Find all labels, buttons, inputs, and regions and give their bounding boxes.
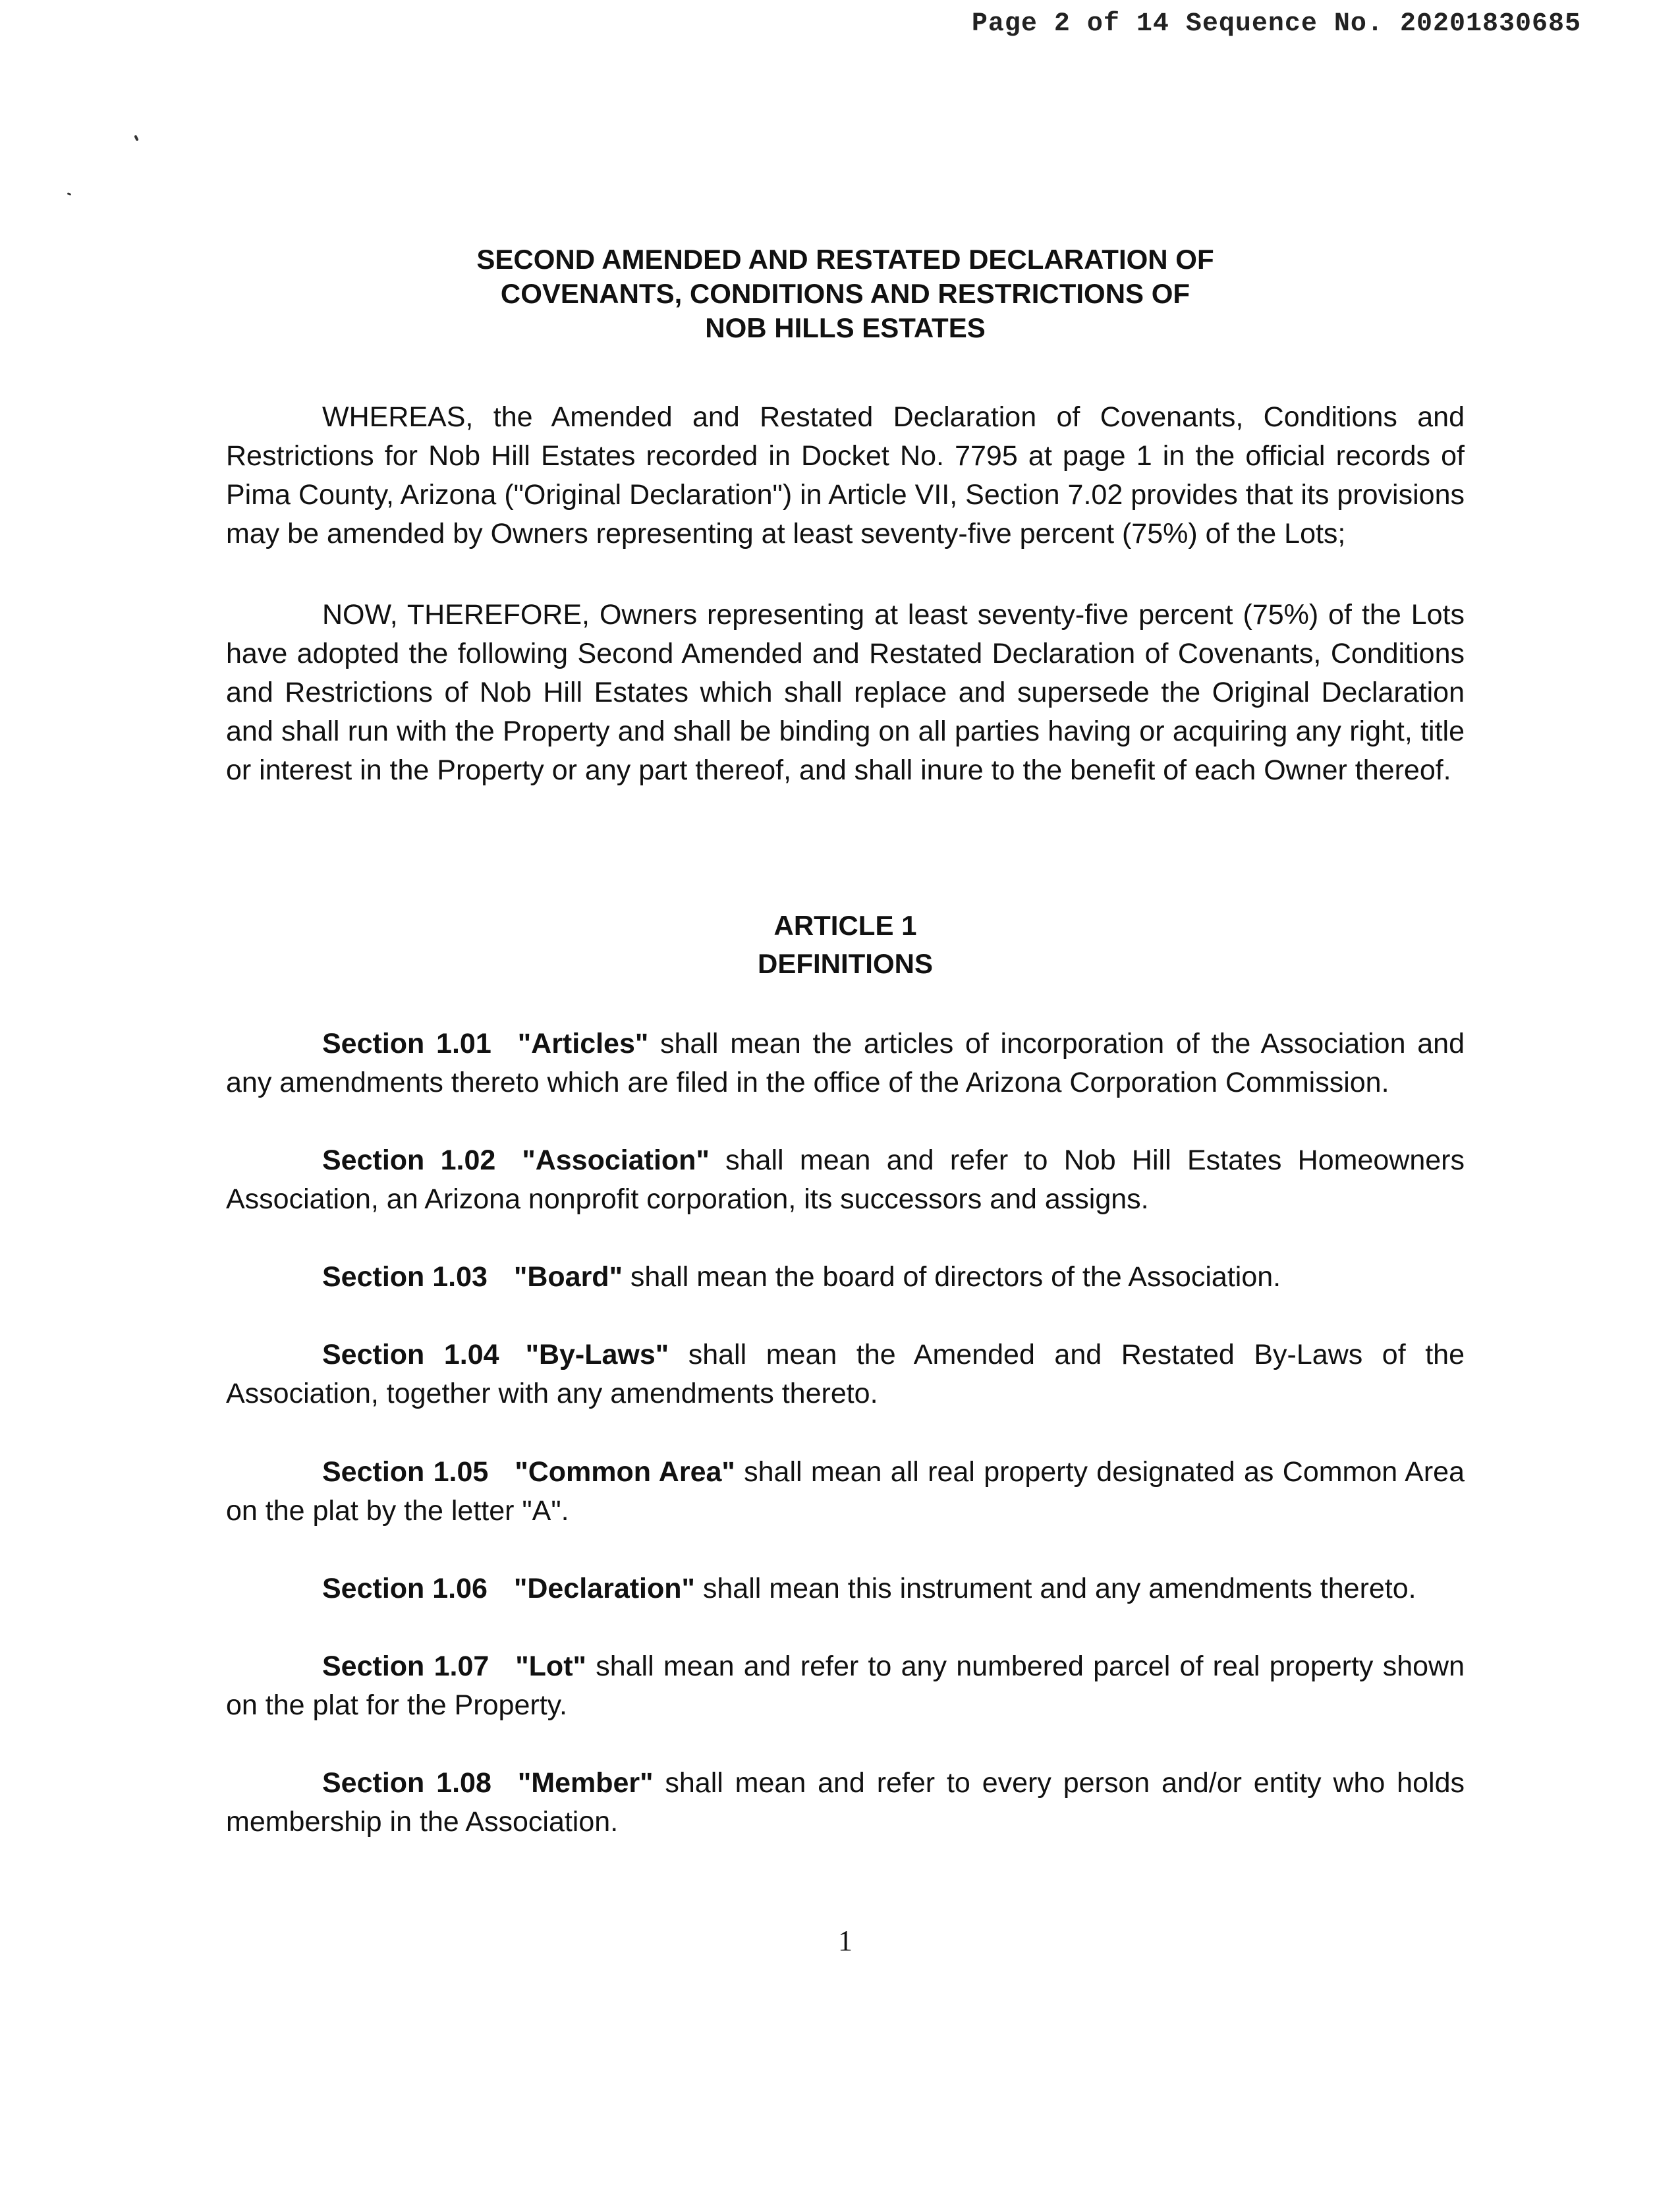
title-line-2: COVENANTS, CONDITIONS AND RESTRICTIONS OF [500, 278, 1190, 309]
section-number: Section 1.07 [322, 1650, 490, 1682]
section-1-06 [226, 1569, 1465, 1608]
defined-term: "Articles" [517, 1028, 649, 1059]
scan-speck [67, 192, 72, 196]
section-number: Section 1.08 [322, 1767, 491, 1799]
article-title: DEFINITIONS [757, 948, 933, 979]
section-1-07 [226, 1647, 1465, 1725]
article-number: ARTICLE 1 [773, 910, 917, 941]
defined-term: "By-Laws" [525, 1339, 669, 1370]
document-title [226, 242, 1465, 345]
section-number: Section 1.04 [322, 1339, 499, 1370]
section-1-01 [226, 1025, 1465, 1102]
section-number: Section 1.06 [322, 1573, 488, 1604]
section-1-08 [226, 1764, 1465, 1842]
defined-term: "Member" [517, 1767, 654, 1799]
scan-speck [134, 135, 138, 142]
section-text: shall mean and refer to every person and/or entity who holds membership in the Association. [226, 1767, 1465, 1838]
defined-term: "Association" [522, 1144, 710, 1176]
defined-term: "Lot" [515, 1650, 586, 1682]
title-line-3: NOB HILLS ESTATES [705, 312, 986, 343]
section-number: Section 1.05 [322, 1456, 489, 1488]
section-1-03 [226, 1258, 1465, 1297]
section-text: shall mean this instrument and any amendments thereto. [694, 1573, 1416, 1604]
recording-page-stamp: Page 2 of 14 Sequence No. 20201830685 [971, 9, 1581, 39]
section-text: shall mean the board of directors of the Association. [622, 1261, 1281, 1293]
defined-term: "Declaration" [513, 1573, 695, 1604]
whereas-paragraph: WHEREAS, the Amended and Restated Declaration of Covenants, Conditions and Restrictions for Nob Hill Estates recorded in Docket No. 7795 at page 1 in the official records of Pima County, Arizona ("Original Declaration") in Article VII, Section 7.02 provides that its provisions may be amended by Owners representing at least seventy-five percent (75%) of the Lots; [226, 401, 1465, 550]
section-text: shall mean and refer to any numbered parcel of real property shown on the plat for the Property. [226, 1650, 1465, 1721]
section-text: shall mean the Amended and Restated By-Laws of the Association, together with any amendments thereto. [226, 1339, 1465, 1409]
defined-term: "Common Area" [515, 1456, 735, 1488]
page-number: 1 [838, 1925, 853, 1957]
section-1-04 [226, 1336, 1465, 1413]
article-heading [226, 907, 1465, 983]
now-therefore-paragraph: NOW, THEREFORE, Owners representing at least seventy-five percent (75%) of the Lots have adopted the following Second Amended and Restated Declaration of Covenants, Conditions and Restrictions of Nob Hill Estates which shall replace and supersede the Original Declaration and shall run with the Property and shall be binding on all parties having or acquiring any right, title or interest in the Property or any part thereof, and shall inure to the benefit of each Owner thereof. [226, 599, 1465, 786]
section-1-02 [226, 1141, 1465, 1219]
section-number: Section 1.01 [322, 1028, 491, 1059]
section-text: shall mean and refer to Nob Hill Estates Homeowners Association, an Arizona nonprofit corporation, its successors and assigns. [226, 1144, 1465, 1215]
section-number: Section 1.03 [322, 1261, 488, 1293]
section-text: shall mean all real property designated as Common Area on the plat by the letter "A". [226, 1456, 1465, 1527]
defined-term: "Board" [513, 1261, 623, 1293]
section-text: shall mean the articles of incorporation of the Association and any amendments thereto which are filed in the office of the Arizona Corporation Commission. [226, 1028, 1465, 1098]
section-number: Section 1.02 [322, 1144, 496, 1176]
section-1-05 [226, 1453, 1465, 1531]
title-line-1: SECOND AMENDED AND RESTATED DECLARATION OF [476, 244, 1214, 275]
